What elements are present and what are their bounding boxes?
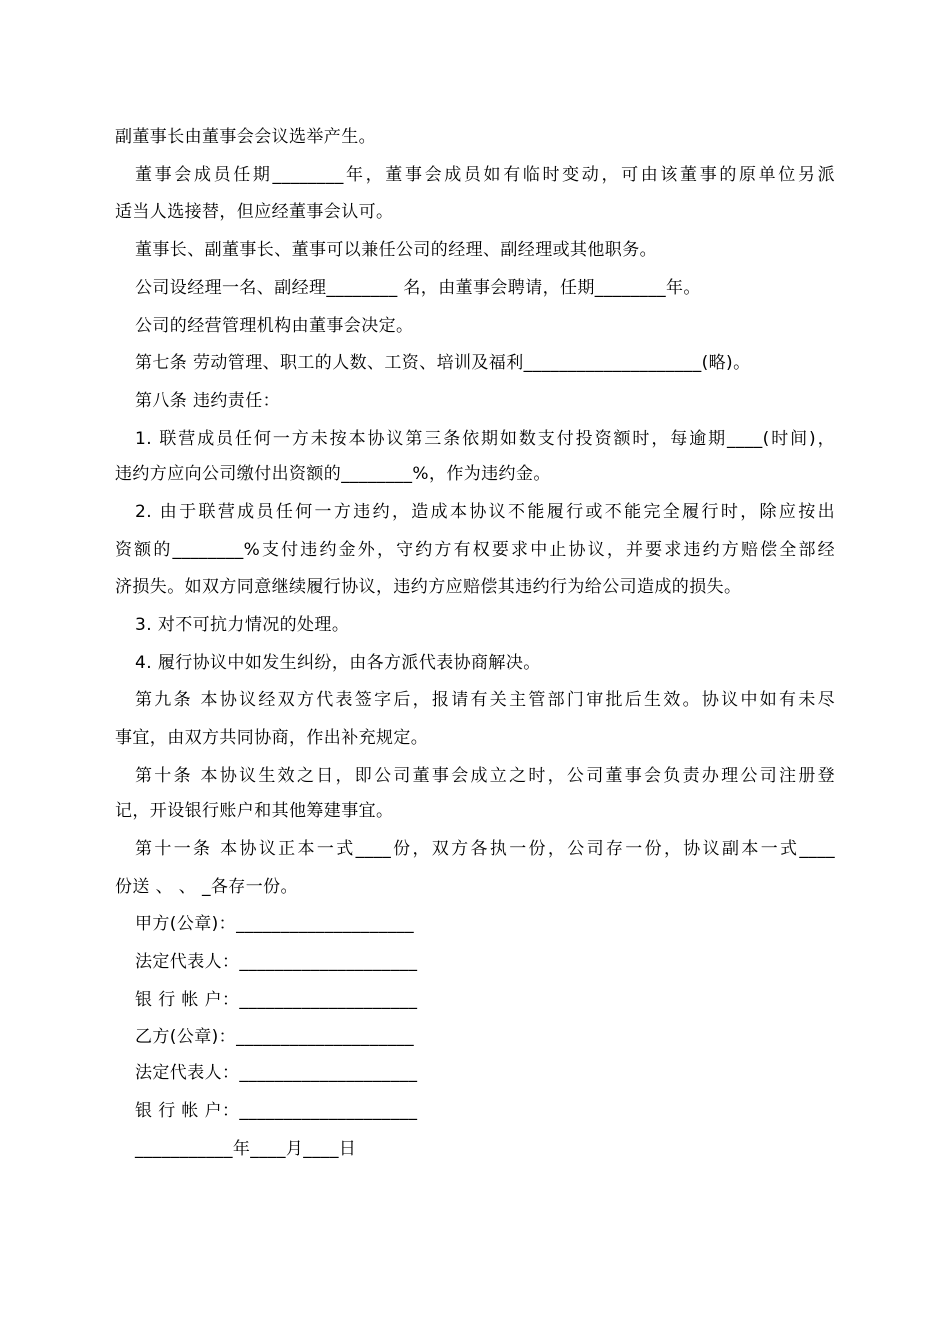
text-line: 董事长、副董事长、董事可以兼任公司的经理、副经理或其他职务。 xyxy=(135,240,657,260)
text-line: 副董事长由董事会会议选举产生。 xyxy=(115,127,376,147)
text-line: 2. 由于联营成员任何一方违约，造成本协议不能履行或不能完全履行时，除应按出 xyxy=(135,502,835,522)
text-line: 公司的经营管理机构由董事会决定。 xyxy=(135,316,414,336)
text-line: 1. 联营成员任何一方未按本协议第三条依期如数支付投资额时，每逾期____(时间)， xyxy=(135,429,835,449)
text-line: 违约方应向公司缴付出资额的________%，作为违约金。 xyxy=(115,464,551,484)
bank-account-a: 银 行 帐 户：____________________ xyxy=(135,990,418,1010)
text-line: 记，开设银行账户和其他筹建事宜。 xyxy=(115,801,394,821)
text-line: 4. 履行协议中如发生纠纷，由各方派代表协商解决。 xyxy=(135,653,541,673)
legal-rep-b: 法定代表人：____________________ xyxy=(135,1063,418,1083)
text-line: 资额的________%支付违约金外，守约方有权要求中止协议，并要求违约方赔偿全部经 xyxy=(115,540,835,560)
text-line: 第七条 劳动管理、职工的人数、工资、培训及福利____________________(略)。 xyxy=(135,353,751,373)
text-line: 第八条 违约责任： xyxy=(135,391,281,411)
signature-party-a: 甲方(公章)：____________________ xyxy=(135,914,415,934)
text-line: 份送 、 、 _各存一份。 xyxy=(115,877,298,897)
text-line: 第十一条 本协议正本一式____份，双方各执一份，公司存一份，协议副本一式____ xyxy=(135,839,835,859)
text-line: 董事会成员任期________年，董事会成员如有临时变动，可由该董事的原单位另派 xyxy=(135,165,835,185)
legal-rep-a: 法定代表人：____________________ xyxy=(135,952,418,972)
text-line: 3. 对不可抗力情况的处理。 xyxy=(135,615,350,635)
date-line: ___________年____月____日 xyxy=(135,1139,357,1159)
text-line: 公司设经理一名、副经理________ 名，由董事会聘请，任期________年。 xyxy=(135,278,701,298)
text-line: 事宜，由双方共同协商，作出补充规定。 xyxy=(115,728,429,748)
bank-account-b: 银 行 帐 户：____________________ xyxy=(135,1101,418,1121)
signature-party-b: 乙方(公章)：____________________ xyxy=(135,1027,415,1047)
text-line: 第九条 本协议经双方代表签字后，报请有关主管部门审批后生效。协议中如有未尽 xyxy=(135,690,835,710)
text-line: 第十条 本协议生效之日，即公司董事会成立之时，公司董事会负责办理公司注册登 xyxy=(135,766,835,786)
text-line: 适当人选接替，但应经董事会认可。 xyxy=(115,202,394,222)
text-line: 济损失。如双方同意继续履行协议，违约方应赔偿其违约行为给公司造成的损失。 xyxy=(115,577,742,597)
